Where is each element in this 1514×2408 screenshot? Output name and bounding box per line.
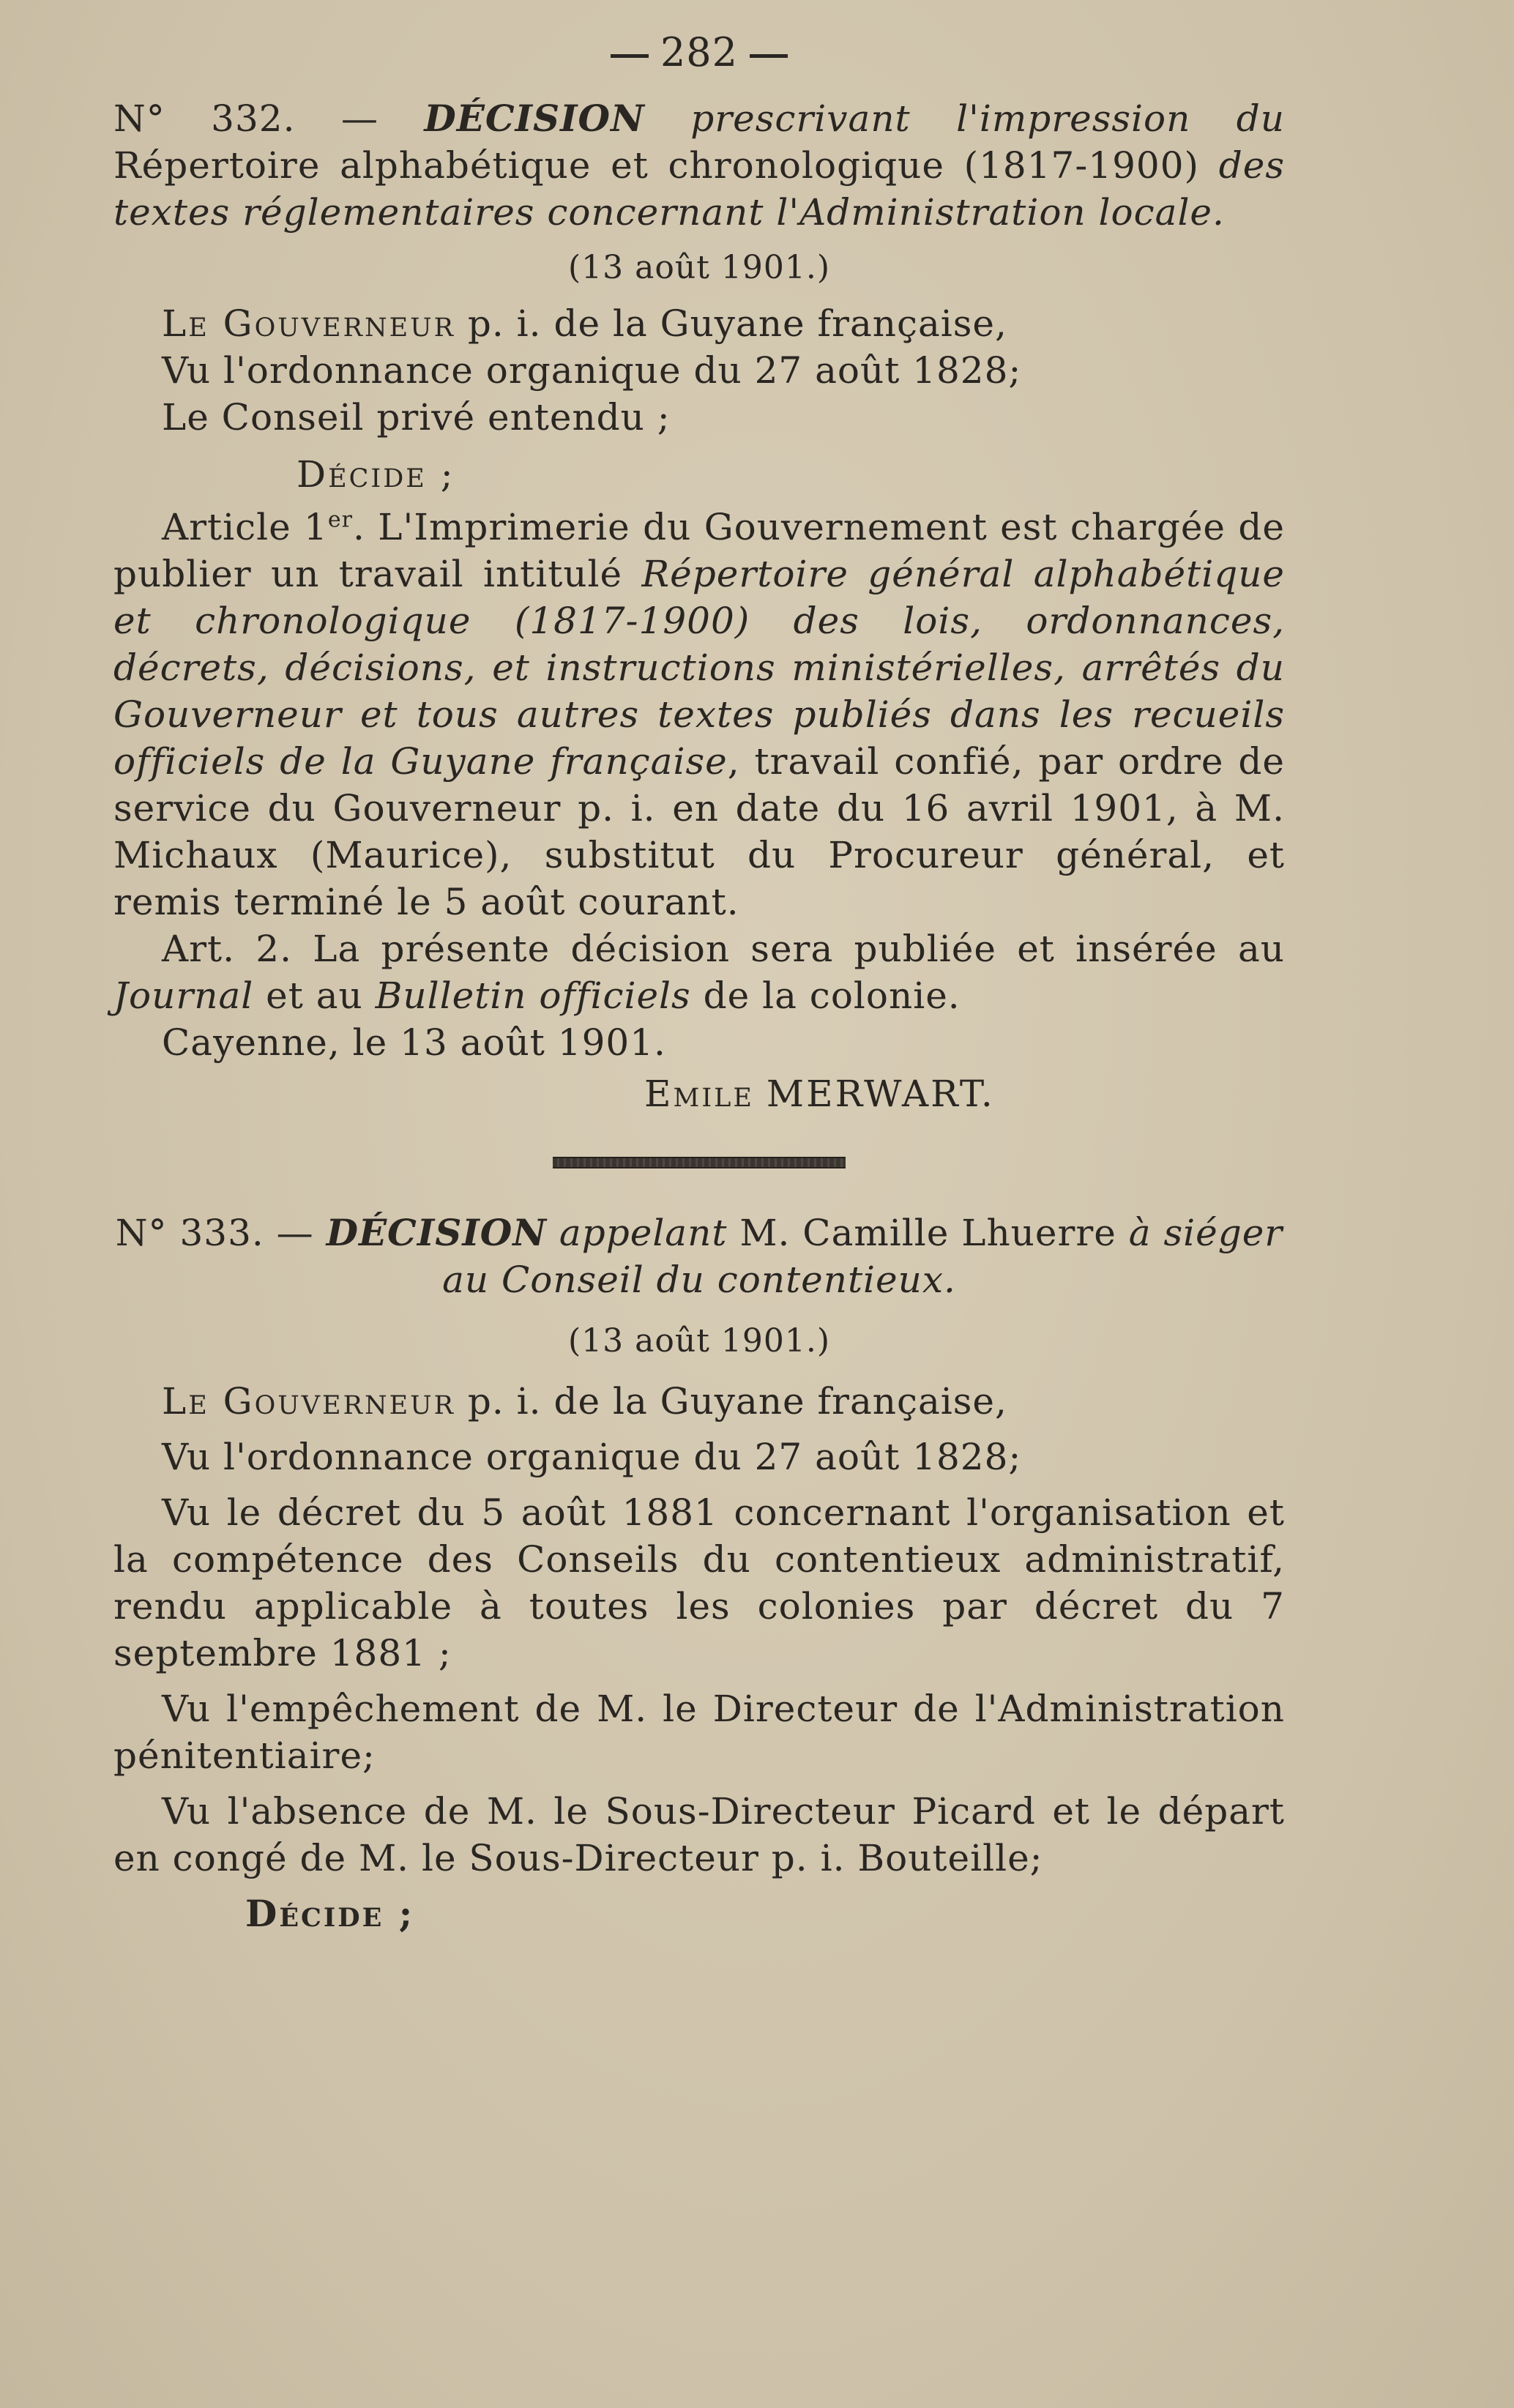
article-1-text-b: , travail confié, par ordre de service du Gouverneur p. i. en date du 16 avril 1901, à M. Michaux (Maurice), substitut du Procureur général, et remis terminé le 5 août courant.	[113, 740, 1285, 923]
gouverneur-label: Le Gouverneur	[162, 1380, 455, 1423]
section-divider-rule	[553, 1157, 846, 1168]
decision-332-title-roman: Répertoire alphabétique et chronologique (1817-1900)	[113, 144, 1200, 187]
decision-332-place-date: Cayenne, le 13 août 1901.	[162, 1021, 666, 1064]
article-1-text-a: . L'Imprimerie du Gouvernement est chargée de publier un travail intitulé	[113, 506, 1285, 595]
gouverneur-title: p. i. de la Guyane française,	[467, 302, 1007, 345]
folio-dash-right	[750, 54, 788, 58]
page-folio	[113, 29, 1285, 76]
decision-333-decide: Décide ;	[245, 1892, 415, 1935]
signature-first-name: Emile	[644, 1073, 754, 1115]
decision-333-number: N° 333.	[115, 1212, 264, 1254]
gouverneur-title: p. i. de la Guyane française,	[467, 1380, 1007, 1423]
decision-333-vu-ordonnance: Vu l'ordonnance organique du 27 août 1828;	[162, 1436, 1022, 1478]
article-1-work-title: Répertoire général alphabétique et chronologique (1817-1900) des lois, ordonnances, décrets, décisions, et instructions ministérielles, arrêtés du Gouverneur et tous autres textes publiés dans les recueils officiels de la Guyane française	[113, 553, 1285, 783]
decision-333-date: (13 août 1901.)	[568, 1322, 830, 1360]
article-2-text-b: et au	[266, 974, 363, 1017]
page-content	[113, 29, 1285, 1937]
article-2-journal: Journal	[113, 974, 254, 1017]
decision-332-number: N° 332.	[113, 97, 296, 140]
decision-332-title-part-1: prescrivant l'impression du	[690, 97, 1285, 140]
decision-332-vu-ordonnance: Vu l'ordonnance organique du 27 août 1828;	[162, 349, 1022, 392]
decision-332-date: (13 août 1901.)	[568, 249, 830, 286]
decision-333-title-roman: M. Camille Lhuerre	[739, 1212, 1116, 1254]
decision-333-title-part-2: à siéger au Conseil du contentieux.	[442, 1212, 1283, 1301]
article-1-sup: er	[327, 507, 353, 533]
page-number: 282	[660, 29, 739, 75]
article-2-text-c: de la colonie.	[703, 974, 961, 1017]
article-1-label: Article 1	[162, 506, 328, 548]
article-2-bulletin: Bulletin officiels	[375, 974, 691, 1017]
decision-333-vu-absence: Vu l'absence de M. le Sous-Directeur Picard et le départ en congé de M. le Sous-Directeur p. i. Bouteille;	[113, 1790, 1285, 1879]
decision-333-vu-empechement: Vu l'empêchement de M. le Directeur de l'Administration pénitentiaire;	[113, 1688, 1285, 1777]
decision-333-keyword: DÉCISION	[326, 1211, 547, 1254]
folio-dash-left	[611, 54, 649, 58]
article-2-text-a: Art. 2. La présente décision sera publiée et insérée au	[162, 928, 1285, 970]
decision-333-gouverneur	[113, 1378, 1285, 1425]
decision-333-vu-decret: Vu le décret du 5 août 1881 concernant l'organisation et la compétence des Conseils du contentieux administratif, rendu applicable à toutes les colonies par décret du 7 septembre 1881 ;	[113, 1491, 1285, 1674]
decision-332-decide: Décide ;	[297, 453, 455, 496]
decision-332-signature	[113, 1070, 1285, 1117]
decision-332-title-part-2: des textes réglementaires concernant l'Administration locale.	[113, 144, 1285, 234]
decision-332-article-2	[113, 925, 1285, 1019]
gouverneur-label: Le Gouverneur	[162, 302, 455, 345]
signature-last-name: MERWART.	[766, 1073, 995, 1115]
decision-333-heading: N° 333. — DÉCISION appelant M. Camille Lhuerre à siéger au Conseil du contentieux.	[115, 1211, 1283, 1301]
decision-332-conseil: Le Conseil privé entendu ;	[162, 396, 671, 439]
decision-333-title-part-1: appelant	[559, 1212, 728, 1254]
decision-332-keyword: DÉCISION	[424, 97, 645, 140]
decision-332-heading: N° 332. — DÉCISION prescrivant l'impression du Répertoire alphabétique et chronologique (1817-1900) des textes réglementaires concernant l'Administration locale.	[113, 97, 1285, 234]
decision-332-article-1	[113, 504, 1285, 925]
decision-332-gouverneur	[113, 300, 1285, 347]
